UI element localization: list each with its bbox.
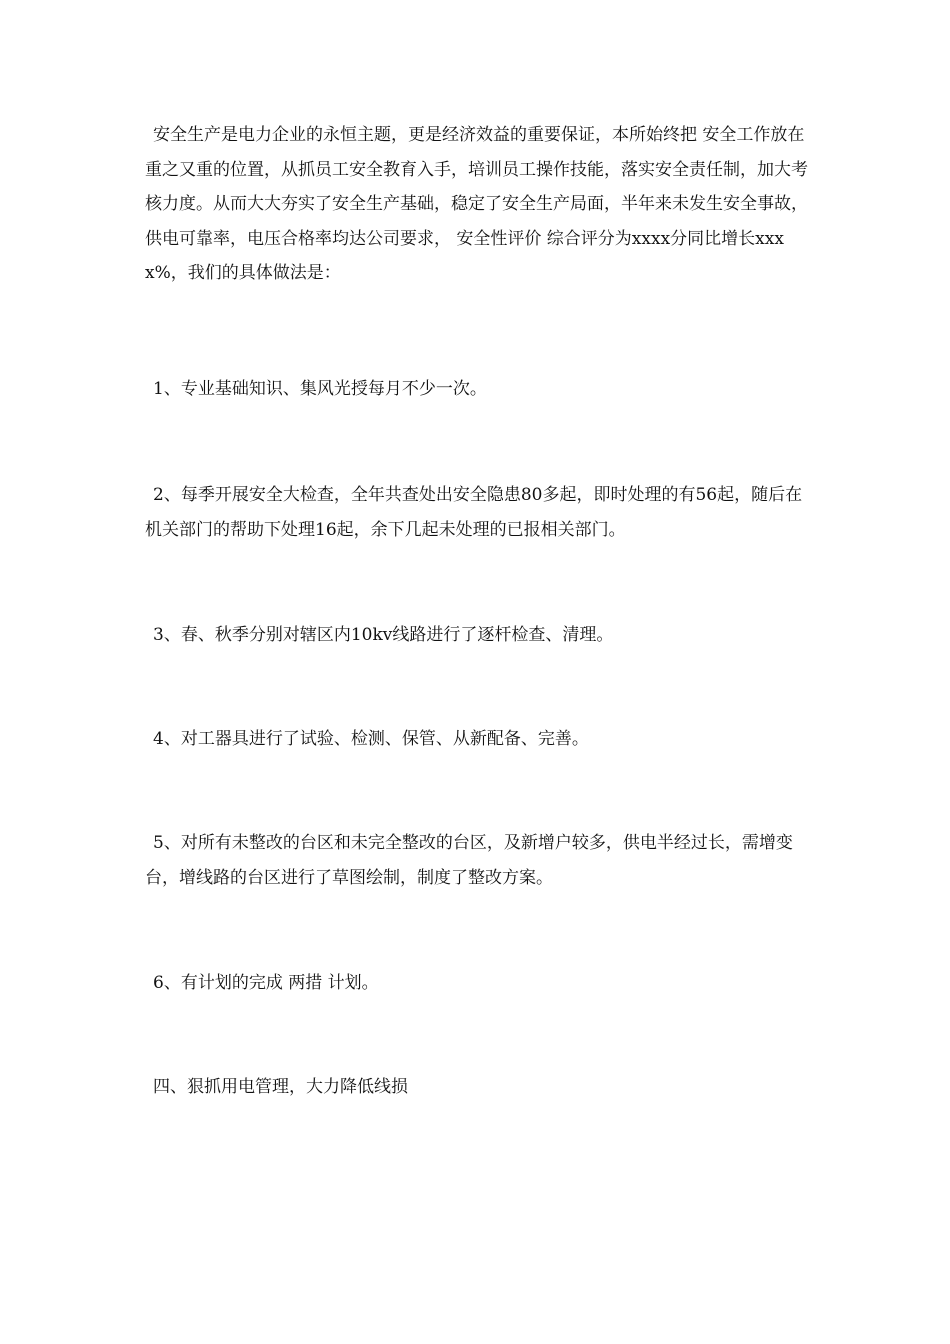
list-item-3: 3、春、秋季分别对辖区内10kv线路进行了逐杆检查、清理。 bbox=[153, 625, 614, 645]
list-item-4: 4、对工器具进行了试验、检测、保管、从新配备、完善。 bbox=[153, 729, 589, 749]
section-heading: 四、狠抓用电管理，大力降低线损 bbox=[153, 1077, 408, 1097]
list-item-2: 2、每季开展安全大检查，全年共查处出安全隐患80多起，即时处理的有56起，随后在机关部门的帮助下处理16起，余下几起未处理的已报相关部门。 bbox=[145, 485, 803, 540]
list-item-1: 1、专业基础知识、集风光授每月不少一次。 bbox=[153, 379, 487, 399]
list-item-6: 6、有计划的完成 两措 计划。 bbox=[153, 973, 379, 993]
intro-paragraph: 安全生产是电力企业的永恒主题，更是经济效益的重要保证，本所始终把 安全工作放在重之又重的位置，从抓员工安全教育入手，培训员工操作技能，落实安全责任制，加大考核力度。从而大大夯实了安全生产基础，稳定了安全生产局面，半年来未发生安全事故，供电可靠率，电压合格率均达公司要求， 安全性评价 综合评分为xxxx分同比增长xxxx%，我们的具体做法是： bbox=[145, 125, 808, 283]
list-item-5: 5、对所有未整改的台区和未完全整改的台区，及新增户较多，供电半经过长，需增变台，增线路的台区进行了草图绘制，制度了整改方案。 bbox=[145, 833, 793, 888]
